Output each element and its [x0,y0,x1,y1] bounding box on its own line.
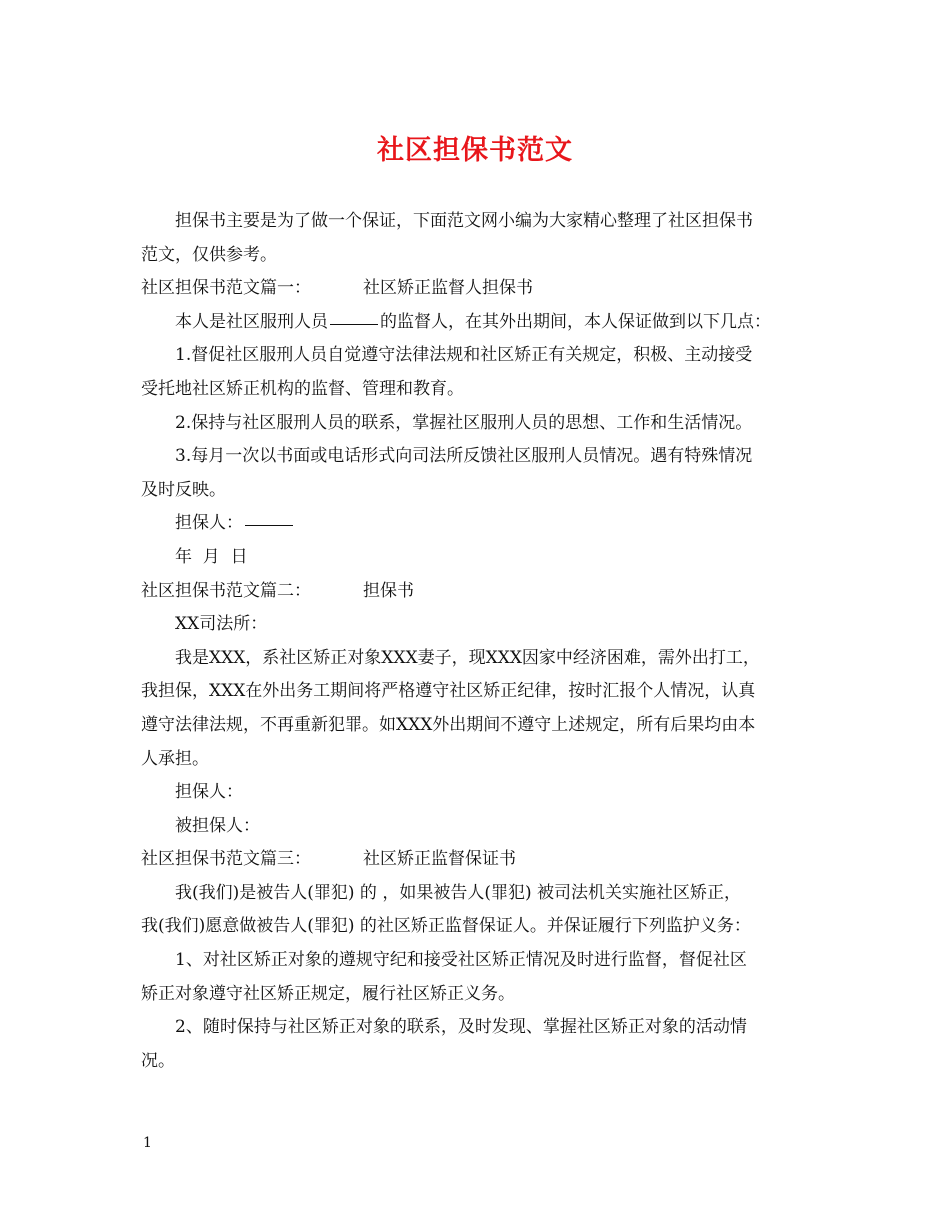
section2-label: 社区担保书范文篇二： [141,580,311,601]
section1-subtitle: 社区矫正监督人担保书 [363,278,533,299]
section3-heading [141,843,816,877]
section3-item1-line2: 矫正对象遵守社区矫正规定，履行社区矫正义务。 [141,983,515,1004]
section3-subtitle: 社区矫正监督保证书 [363,849,516,870]
intro-line-1: 担保书主要是为了做一个保证，下面范文网小编为大家精心整理了社区担保书 [175,211,753,231]
section1-item2: 2.保持与社区服刑人员的联系，掌握社区服刑人员的思想、工作和生活情况。 [175,412,753,433]
section1-statement-b: 的监督人，在其外出期间，本人保证做到以下几点： [380,311,771,332]
section2-heading [141,575,816,609]
intro-line-2: 范文，仅供参考。 [141,244,277,265]
section2-addressee: XX司法所： [175,614,268,635]
section1-date: 年 月 日 [175,546,248,567]
section1-statement-a: 本人是社区服刑人员 [175,311,328,332]
page-title: 社区担保书范文 [377,135,573,166]
section2-guaranteed: 被担保人： [175,815,260,836]
section1-guarantor-line [141,507,816,541]
section3-label: 社区担保书范文篇三： [141,849,311,870]
section1-item1-line2: 受托地社区矫正机构的监督、管理和教育。 [141,378,464,399]
section2-line3: 遵守法律法规，不再重新犯罪。如XXX外出期间不遵守上述规定，所有后果均由本 [141,714,756,735]
section2-line4: 人承担。 [141,748,209,769]
section1-item1-line1: 1.督促社区服刑人员自觉遵守法律法规和社区矫正有关规定，积极、主动接受 [175,345,753,366]
section2-subtitle: 担保书 [363,580,414,601]
section3-line2: 我(我们)愿意做被告人(罪犯) 的社区矫正监督保证人。并保证履行下列监护义务： [141,916,751,937]
section1-heading [141,272,816,306]
signature-blank [245,524,293,526]
document-body [141,205,816,1078]
name-blank [330,323,378,325]
section2-guarantor: 担保人： [175,782,243,803]
section1-label: 社区担保书范文篇一： [141,278,311,299]
section1-guarantor: 担保人： [175,513,243,534]
section3-item2-line2: 况。 [141,1050,175,1071]
section3-line1: 我(我们)是被告人(罪犯) 的 ，如果被告人(罪犯) 被司法机关实施社区矫正， [175,882,742,903]
section1-item3-line1: 3.每月一次以书面或电话形式向司法所反馈社区服刑人员情况。遇有特殊情况 [175,446,753,467]
section1-statement [141,306,816,340]
section1-item3-line2: 及时反映。 [141,479,226,500]
section3-item2-line1: 2、随时保持与社区矫正对象的联系，及时发现、掌握社区矫正对象的活动情 [175,1017,747,1038]
section3-item1-line1: 1、对社区矫正对象的遵规守纪和接受社区矫正情况及时进行监督，督促社区 [175,950,747,971]
page-number: 1 [143,1135,152,1151]
section2-line1: 我是XXX，系社区矫正对象XXX妻子，现XXX因家中经济困难，需外出打工， [175,647,760,668]
section2-line2: 我担保，XXX在外出务工期间将严格遵守社区矫正纪律，按时汇报个人情况，认真 [141,681,756,702]
